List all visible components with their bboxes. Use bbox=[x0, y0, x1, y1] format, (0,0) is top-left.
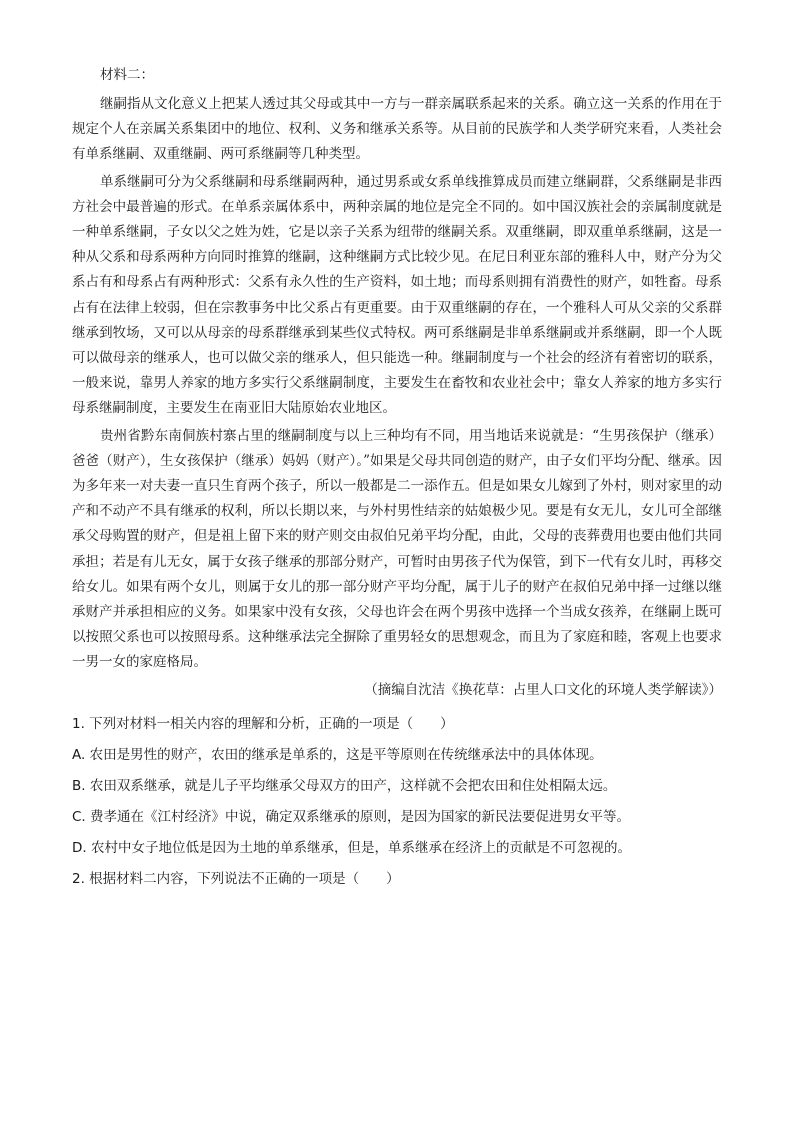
material-paragraph-3: 贵州省黔东南侗族村寨占里的继嗣制度与以上三种均有不同，用当地话来说就是：“生男孩保护（继承）爸爸（财产），生女孩保护（继承）妈妈（财产）。”如果是父母共同创造的财产，由子女们平均分配、继承。因为多年来一对夫妻一直只生育两个孩子，所以一般都是二一添作五。但是如果女儿嫁到了外村，则对家里的动产和不动产不具有继承的权利，所以长期以来，与外村男性结亲的姑娘极少见。要是有女无儿，女儿可全部继承父母购置的财产，但是祖上留下来的财产则交由叔伯兄弟平均分配，由此，父母的丧葬费用也要由他们共同承担；若是有儿无女，属于女孩子继承的那部分财产，可暂时由男孩子代为保管，到下一代有女儿时，再移交给女儿。如果有两个女儿，则属于女儿的那一部分财产平均分配，属于儿子的财产在叔伯兄弟中择一过继以继承财产并承担相应的义务。如果家中没有女孩，父母也许会在两个男孩中选择一个当成女孩养，在继嗣上既可以按照父系也可以按照母系。这种继承法完全摒除了重男轻女的思想观念，而且为了家庭和睦，客观上也要求一男一女的家庭格局。 bbox=[72, 427, 722, 671]
material-paragraph-1: 继嗣指从文化意义上把某人透过其父母或其中一方与一群亲属联系起来的关系。确立这一关系的作用在于规定个人在亲属关系集团中的地位、权利、义务和继承关系等。从目前的民族学和人类学研究来看，人类社会有单系继嗣、双重继嗣、两可系继嗣等几种类型。 bbox=[72, 96, 722, 163]
question-1-option-c: C. 费孝通在《江村经济》中说，确定双系继承的原则，是因为国家的新民法要促进男女平等。 bbox=[72, 808, 631, 825]
material-source: （摘编自沈洁《换花草：占里人口文化的环境人类学解读》） bbox=[364, 681, 722, 698]
question-1-option-b: B. 农田双系继承，就是儿子平均继承父母双方的田产，这样就不会把农田和住处相隔太远。 bbox=[72, 777, 617, 794]
question-2-stem: 2. 根据材料二内容，下列说法不正确的一项是（ ） bbox=[72, 870, 400, 887]
question-1-stem: 1. 下列对材料一相关内容的理解和分析，正确的一项是（ ） bbox=[72, 715, 454, 732]
question-1-option-a: A. 农田是男性的财产，农田的继承是单系的，这是平等原则在传统继承法中的具体体现。 bbox=[72, 746, 603, 763]
document-page bbox=[72, 62, 722, 895]
question-1-option-d: D. 农村中女子地位低是因为土地的单系继承，但是，单系继承在经济上的贡献是不可忽视的。 bbox=[72, 839, 631, 856]
material-paragraph-2: 单系继嗣可分为父系继嗣和母系继嗣两种，通过男系或女系单线推算成员而建立继嗣群，父系继嗣是非西方社会中最普遍的形式。在单系亲属体系中，两种亲属的地位是完全不同的。如中国汉族社会的亲属制度就是一种单系继嗣，子女以父之姓为姓，它是以亲子关系为纽带的继嗣关系。双重继嗣，即双重单系继嗣，这是一种从父系和母系两种方向同时推算的继嗣，这种继嗣方式比较少见。在尼日利亚东部的雅科人中，财产分为父系占有和母系占有两种形式：父系有永久性的生产资料，如土地；而母系则拥有消费性的财产，如牲畜。母系占有在法律上较弱，但在宗教事务中比父系占有更重要。由于双重继嗣的存在，一个雅科人可从父亲的父系群继承到牧场，又可以从母亲的母系群继承到某些仪式特权。两可系继嗣是非单系继嗣或并系继嗣，即一个人既可以做母亲的继承人，也可以做父亲的继承人，但只能选一种。继嗣制度与一个社会的经济有着密切的联系，一般来说，靠男人养家的地方多实行父系继嗣制度，主要发生在畜牧和农业社会中；靠女人养家的地方多实行母系继嗣制度，主要发生在南亚旧大陆原始农业地区。 bbox=[72, 173, 722, 417]
material-heading: 材料二： bbox=[100, 67, 154, 83]
